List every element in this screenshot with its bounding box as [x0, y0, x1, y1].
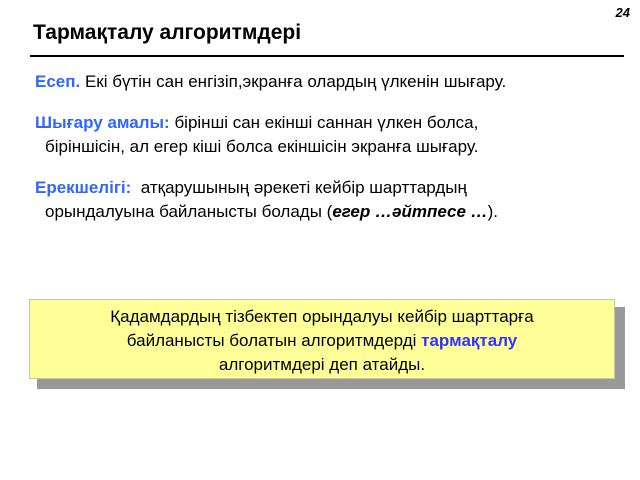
feature-line-1: атқарушының әрекеті кейбір шарттардың [131, 178, 467, 197]
feature-line-2-start: орындалуына байланысты болады ( [45, 202, 333, 221]
feature-label: Ерекшелігі: [35, 178, 132, 197]
feature-paragraph [35, 176, 635, 224]
task-label: Есеп. [35, 72, 81, 91]
callout-line-2-start: байланысты болатын алгоритмдерді [126, 331, 422, 350]
callout-line-2 [30, 329, 614, 353]
callout-line-1: Қадамдардың тізбектеп орындалуы кейбір шарттарға [110, 307, 534, 326]
slide-number: 24 [615, 5, 630, 20]
task-paragraph [35, 70, 635, 94]
feature-line-2 [35, 200, 635, 224]
slide-title: Тармақталу алгоритмдері [33, 21, 302, 44]
feature-line-2-end: ). [487, 202, 499, 221]
method-line-1: бірінші сан екінші саннан үлкен болса, [169, 113, 479, 132]
callout-line-3: алгоритмдері деп атайды. [218, 355, 426, 374]
method-paragraph [35, 111, 635, 159]
callout-highlight-term: тармақталу [421, 331, 518, 350]
method-line-2: біріншісін, ал егер кіші болса екіншісін экранға шығару. [45, 137, 479, 156]
title-underline [30, 55, 624, 57]
definition-callout [29, 299, 615, 379]
feature-condition: егер …әйтпесе … [332, 202, 488, 221]
method-label: Шығару амалы: [35, 113, 170, 132]
task-text: Екі бүтін сан енгізіп,экранға олардың үлкенін шығару. [80, 72, 507, 91]
